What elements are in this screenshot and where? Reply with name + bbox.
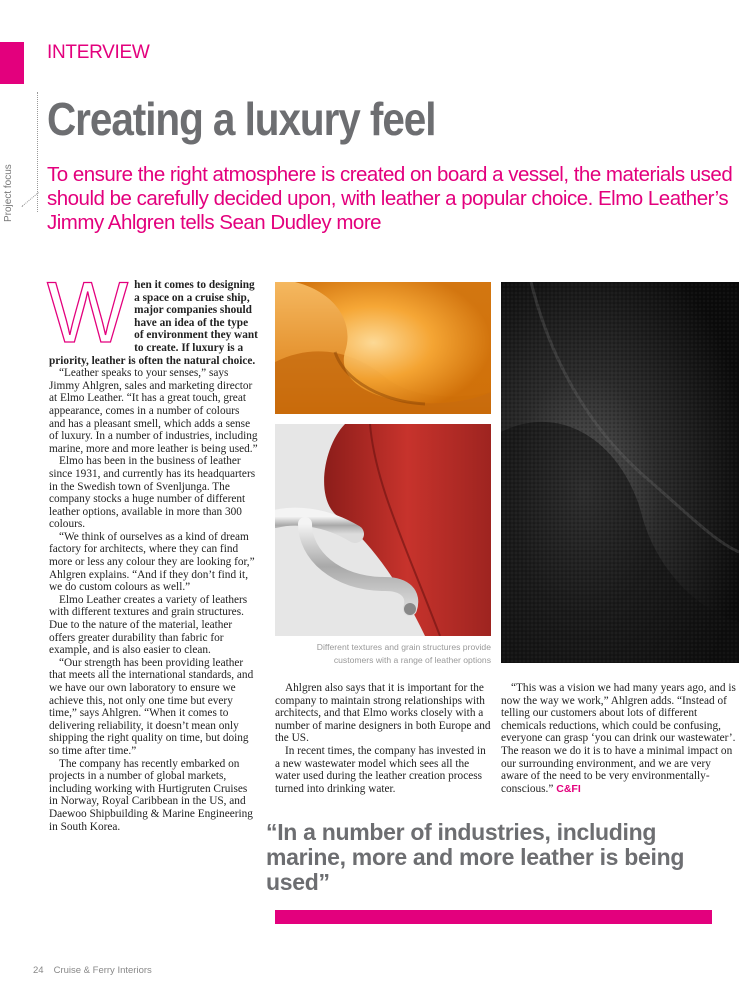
article-column-1 — [47, 265, 258, 833]
body-paragraph — [501, 682, 739, 795]
body-paragraph: Ahlgren also says that it is important for the company to maintain strong relationships with architects, and that Elmo works closely with a number of marine designers in both Europe and the US. — [275, 682, 491, 745]
pull-quote: “In a number of industries, including marine, more and more leather is being used” — [266, 819, 685, 895]
body-paragraph: “We think of ourselves as a kind of dream factory for architects, where they can find more or less any colour they are looking for,” Ahlgren explains. “And if they don’t find it, we do custom colours as well.” — [49, 530, 255, 594]
body-paragraph: In recent times, the company has invested in a new wastewater model which sees all the water used during the leather creation process turned into drinking water. — [275, 744, 486, 795]
body-paragraph: “Our strength has been providing leather that meets all the international standards, and we have our own laboratory to ensure we achieve this, not only one time but every time,” says Ahlgren. “When it comes to delivering reliability, it doesn’t mean only shipping the right quality on time, but doing so time after time.” — [49, 656, 254, 757]
section-label: INTERVIEW — [47, 42, 150, 63]
orange-leather-photo — [275, 282, 491, 414]
body-paragraph: Elmo has been in the business of leather since 1931, and currently has its headquarters in the Swedish town of Svenljunga. The company stocks a huge number of different leather options, available in more than 300 colours. — [49, 455, 256, 531]
body-paragraph: “Leather speaks to your senses,” says Jimmy Ahlgren, sales and marketing director at Elmo Leather. “It has a great touch, great appearance, comes in a number of colours and has a pleasant smell, which adds a sense of luxury. In a number of industries, including marine, more and more leather is being used.” — [49, 367, 258, 455]
side-label: Project focus — [3, 164, 14, 222]
pull-quote-bar — [275, 910, 712, 924]
red-leather-chair-photo — [275, 424, 491, 636]
body-paragraph: Elmo Leather creates a variety of leathers with different textures and grain structures. Due to the nature of the material, leather offers greater durability than fabric for example, and is also easier to clean. — [49, 593, 248, 657]
black-leather-photo — [501, 282, 739, 663]
article-column-2 — [275, 682, 493, 795]
photo-caption: Different textures and grain structures provide customers with a range of leather options — [316, 642, 491, 665]
publication-name: Cruise & Ferry Interiors — [53, 965, 152, 976]
signoff-mark: C&FI — [556, 782, 581, 795]
page-footer — [33, 965, 162, 976]
lead-paragraph: hen it comes to designing a space on a cruise ship, major companies should have an idea of the type of environment they want to create. If luxury is a priority, leather is often the natural choice. — [49, 279, 258, 367]
drop-cap: W — [47, 265, 129, 361]
body-paragraph-text: “This was a vision we had many years ago, and is now the way we work,” Ahlgren adds. “Instead of telling our customers about lots of different chemicals reductions, which could be confusing, everyone can grasp ‘you can drink our wastewater’. The reason we do it is to have a minimal impact on our surrounding environment, and we are very aware of the need to be very environmentally-conscious.” — [501, 682, 736, 795]
body-paragraph: The company has recently embarked on projects in a number of global markets, including working with Hurtigruten Cruises in Norway, Royal Caribbean in the US, and Daewoo Shipbuilding & Marine Engineering in South Korea. — [49, 757, 253, 833]
headline: Creating a luxury feel — [47, 93, 436, 145]
page-number: 24 — [33, 965, 44, 976]
section-marker-block — [0, 42, 24, 84]
standfirst: To ensure the right atmosphere is created on board a vessel, the materials used should be carefully decided upon, with leather a popular choice. Elmo Leather’s Jimmy Ahlgren tells Sean Dudley more — [47, 163, 733, 234]
article-column-3 — [501, 682, 739, 795]
